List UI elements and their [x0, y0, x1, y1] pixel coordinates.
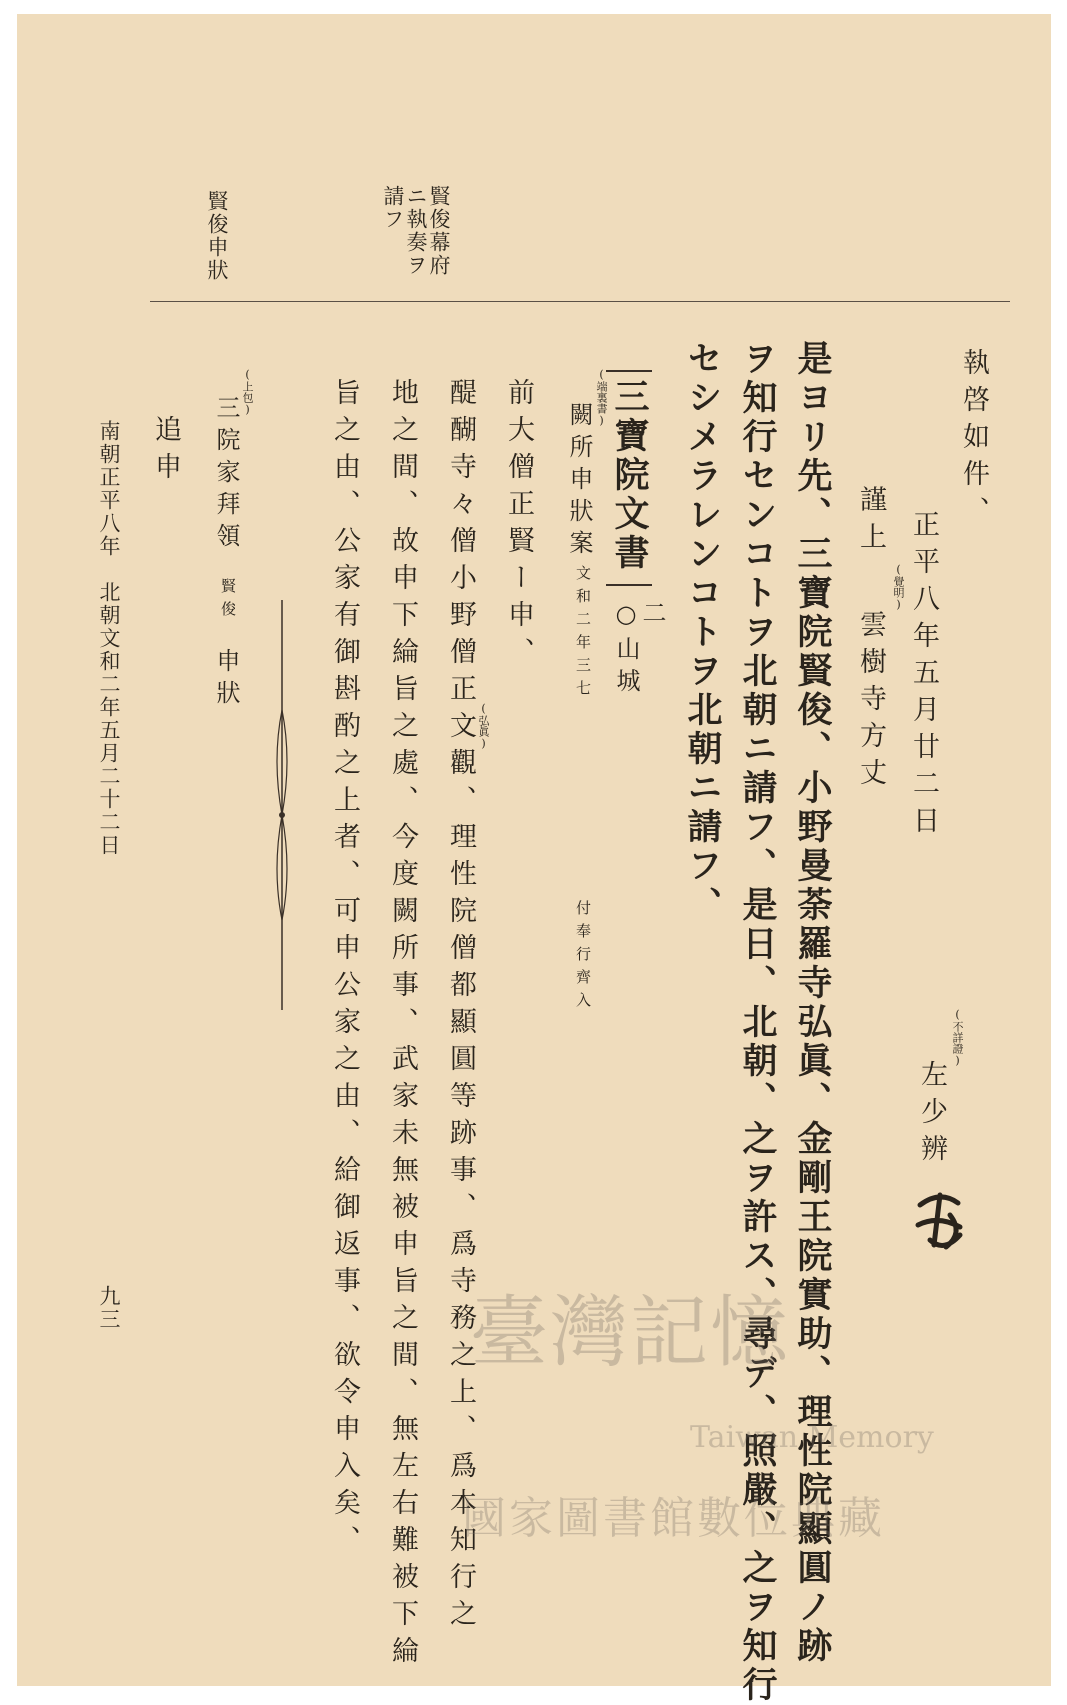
- doc2-header: 闕所申狀案: [565, 402, 593, 562]
- addressee-prefix: 謹上: [855, 485, 886, 559]
- watermark-org: 國家圖書館數位典藏: [462, 1493, 885, 1544]
- section-place: ○山城: [612, 600, 640, 700]
- main-text-line: セシメラレンコトヲ北朝ニ請フ、: [682, 340, 723, 925]
- kao-signature: [910, 1185, 970, 1255]
- main-text-line: ヲ知行センコトヲ北朝ニ請フ、是日、北朝、之ヲ許ス、尋デ、照嚴、之ヲ知行: [737, 340, 778, 1705]
- watermark-latin: Taiwan Memory: [690, 1420, 934, 1455]
- doc2-inline-label: (弘眞): [477, 702, 490, 750]
- doc2-line: 地之間、故申下綸旨之處、今度闕所事、武家未無被申旨之間、無左右難被下綸: [387, 378, 418, 1673]
- doc2-header-note: 付奉行齊入: [574, 900, 592, 1015]
- section-heading: 三寶院文書: [609, 378, 650, 573]
- header-rule: [150, 301, 1010, 302]
- closing-formula: 執啓如件、: [958, 348, 989, 533]
- watermark-title: 臺灣記憶: [470, 1288, 791, 1378]
- doc2-header-date: 文和二年三七: [574, 565, 592, 703]
- postscript: 追申: [150, 415, 181, 489]
- signer-title: 左少辨: [916, 1060, 947, 1171]
- wrap-small: 賢俊: [219, 578, 237, 624]
- main-text-line: 是ヨリ先、三寶院賢俊、小野曼荼羅寺弘眞、金剛王院實助、理性院顯圓ノ跡: [792, 340, 833, 1666]
- wrap-text: 三院家拜領: [212, 395, 240, 555]
- page-footer: 南朝正平八年 北朝文和二年五月二十二日: [97, 420, 121, 857]
- page-number: 九三: [97, 1285, 121, 1331]
- addressee-label: (覺明): [892, 563, 905, 611]
- doc2-header-label: (端裏書): [595, 368, 608, 427]
- doc1-date: 正平八年五月廿二日: [908, 510, 939, 843]
- divider-ornament: [272, 600, 292, 1010]
- section-number: 二: [638, 600, 666, 632]
- margin-note-line: 請フ: [381, 185, 405, 231]
- doc2-line: 前大僧正賢ー申、: [503, 378, 534, 674]
- doc2-line: 醍醐寺々僧小野僧正文觀、理性院僧都顯圓等跡事、爲寺務之上、爲本知行之: [445, 378, 476, 1636]
- doc2-line: 旨之由、公家有御斟酌之上者、可申公家之由、給御返事、欲令申入矣、: [329, 378, 360, 1562]
- signer-label: (不詳證): [951, 1008, 964, 1067]
- addressee: 雲樹寺方丈: [855, 610, 886, 795]
- margin-note-2: 賢俊申狀: [205, 190, 229, 282]
- margin-note-line: ニ執奏ヲ: [404, 185, 428, 277]
- margin-note-line: 賢俊幕府: [427, 185, 451, 277]
- wrap-label: (上包): [241, 368, 254, 416]
- wrap-tail: 申狀: [212, 648, 240, 712]
